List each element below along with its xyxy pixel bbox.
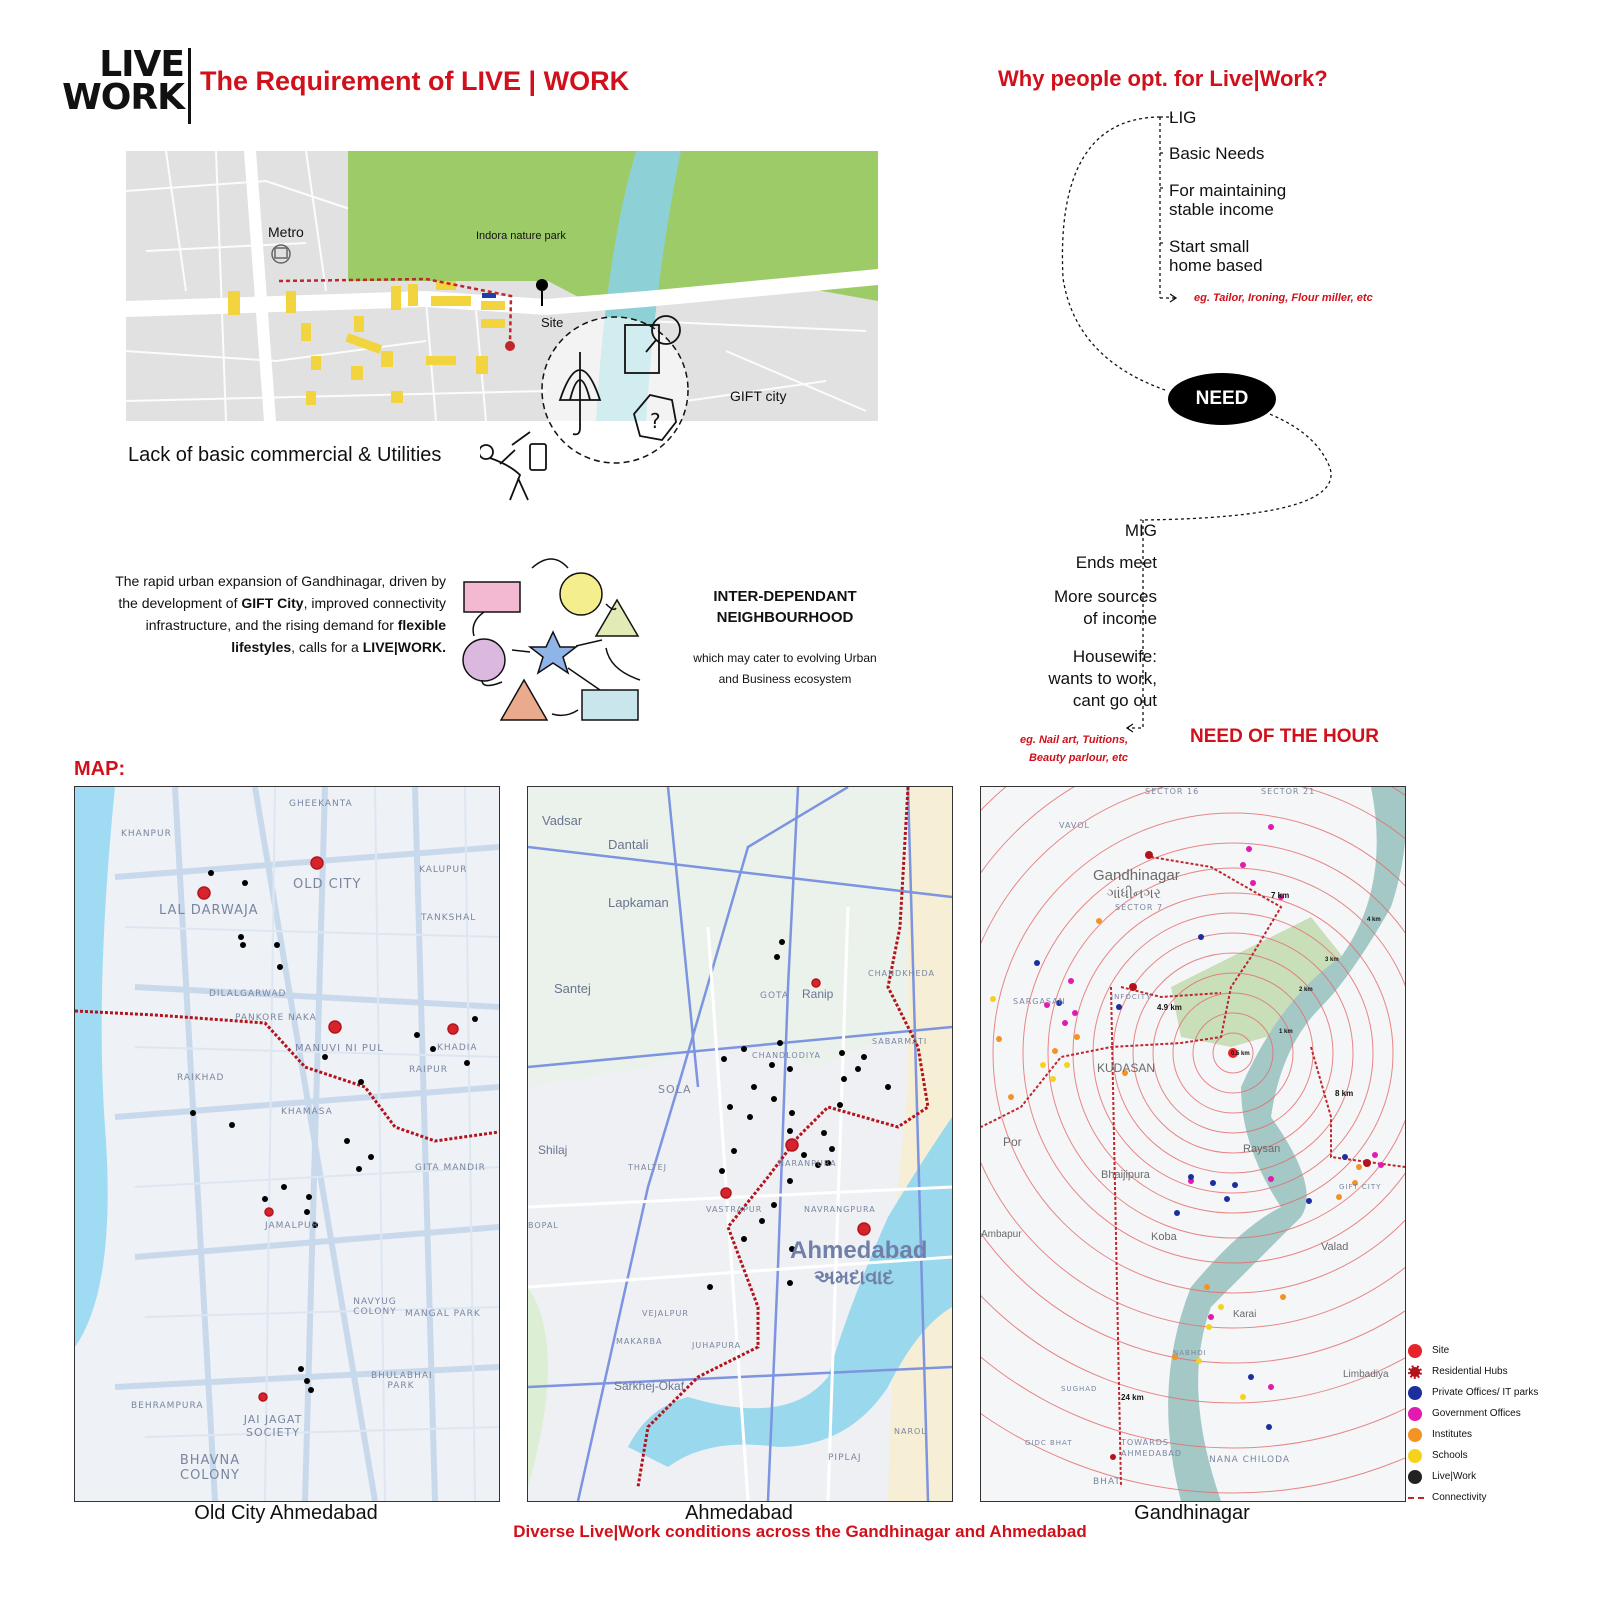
legend-residential — [1408, 1361, 1538, 1382]
gn-karai: Karai — [1233, 1309, 1257, 1320]
oc-jamalpur: JAMALPUR — [265, 1221, 319, 1231]
gn-infocity: INFOCITY — [1111, 993, 1152, 1001]
gn-koba: Koba — [1151, 1231, 1177, 1243]
oc-bhulabhai: BHULABHAI PARK — [371, 1371, 433, 1391]
why-sources-2: of income — [1083, 609, 1157, 628]
why-mig-note-2: Beauty parlour, etc — [1028, 752, 1128, 764]
oc-khamasa: KHAMASA — [281, 1107, 333, 1117]
gn-dist-8: 8 km — [1335, 1089, 1354, 1098]
oc-kalupur: KALUPUR — [419, 865, 468, 875]
para-bold-gift: GIFT City — [241, 595, 304, 611]
para-bold-flexible: flexible lifestyles — [231, 617, 446, 655]
legend-site-dot — [1408, 1344, 1422, 1358]
ad-ahmedabad: Ahmedabad — [790, 1237, 928, 1264]
oc-gita-mandir: GITA MANDIR — [415, 1163, 486, 1173]
gn-dist-3: 3 km — [1325, 957, 1339, 963]
ad-vastrapur: VASTRAPUR — [706, 1205, 763, 1214]
ad-santej: Santej — [554, 981, 591, 996]
old-city-map — [74, 786, 500, 1502]
para-text-1: The rapid urban expansion of Gandhinagar, driven by the development of — [115, 573, 446, 611]
gn-sector-16: SECTOR 16 — [1145, 787, 1200, 796]
legend-site-label: Site — [1432, 1345, 1450, 1356]
gandhinagar-map-graphic — [981, 787, 1405, 1501]
ad-ranip: Ranip — [802, 987, 834, 1001]
gn-sargasan: SARGASAN — [1013, 997, 1066, 1006]
metro-label: Metro — [268, 224, 304, 240]
why-housewife-2: wants to work, — [1048, 669, 1157, 688]
ad-navrangpura: NAVRANGPURA — [804, 1205, 876, 1214]
gn-sector-21: SECTOR 21 — [1261, 787, 1316, 796]
gn-dist-49: 4.9 km — [1157, 1003, 1182, 1012]
svg-text:?: ? — [650, 409, 661, 433]
maps-label: MAP: — [74, 758, 126, 780]
why-lig-note: eg. Tailor, Ironing, Flour miller, etc — [1194, 292, 1373, 304]
legend-connectivity-line — [1408, 1497, 1424, 1499]
gn-raysan: Raysan — [1243, 1143, 1281, 1155]
legend-livework-dot — [1408, 1470, 1422, 1484]
oc-dilalgarwad: DILALGARWAD — [209, 989, 287, 999]
gandhinagar-map — [980, 786, 1406, 1502]
ad-sola: SOLA — [658, 1083, 692, 1096]
legend-schools-dot — [1408, 1449, 1422, 1463]
logo-line-1: LIVE — [99, 44, 184, 85]
legend-residential-dot — [1408, 1365, 1422, 1379]
why-basic-needs: Basic Needs — [1169, 144, 1265, 163]
ad-vadsar: Vadsar — [542, 813, 583, 828]
oc-lal-darwaja: LAL DARWAJA — [159, 903, 259, 918]
gn-gandhinagar: Gandhinagar — [1093, 867, 1180, 884]
legend-connectivity — [1408, 1487, 1538, 1508]
page-title: The Requirement of LIVE | WORK — [200, 66, 630, 96]
interdep-title — [680, 586, 890, 628]
gn-gift-city: GIFT CITY — [1339, 1183, 1382, 1191]
legend-livework — [1408, 1466, 1538, 1487]
oc-jai-jagat: JAI JAGAT SOCIETY — [243, 1413, 303, 1439]
ad-chandkheda: CHANDKHEDA — [868, 969, 936, 978]
why-title: Why people opt. for Live|Work? — [998, 66, 1328, 91]
orange-triangle — [501, 680, 547, 720]
why-maintaining-2: stable income — [1169, 200, 1274, 219]
why-housewife-1: Housewife: — [1072, 647, 1157, 666]
gandhinagar-caption: Gandhinagar — [1134, 1502, 1250, 1524]
ad-chandlodiya: CHANDLODIYA — [752, 1051, 821, 1060]
blue-rectangle — [582, 690, 638, 720]
ad-ahmedabad-gujarati: અમદાવાદ — [814, 1267, 894, 1289]
ad-juhapura: JUHAPURA — [692, 1341, 742, 1350]
ad-sabarmati: SABARMATI — [872, 1037, 928, 1046]
gn-gidc-bhat: GIDC BHAT — [1025, 1439, 1073, 1447]
why-start-small-2: home based — [1169, 256, 1263, 275]
blue-star — [530, 632, 576, 673]
why-mig-note-1: eg. Nail art, Tuitions, — [1020, 734, 1128, 746]
interdep-title-2: NEIGHBOURHOOD — [716, 609, 854, 626]
oc-mangal-park: MANGAL PARK — [405, 1309, 481, 1319]
oc-tankshal: TANKSHAL — [421, 913, 477, 923]
gn-dist-4: 4 km — [1367, 917, 1381, 923]
ad-lapkaman: Lapkaman — [608, 895, 669, 910]
oc-gheekanta: GHEEKANTA — [289, 799, 353, 809]
interdep-sub-2: and Business ecosystem — [718, 672, 852, 686]
park-label: Indora nature park — [476, 230, 566, 242]
old-city-map-graphic — [75, 787, 499, 1501]
gn-limbadiya: Limbadiya — [1343, 1369, 1389, 1380]
footer-caption: Diverse Live|Work conditions across the Gandhinagar and Ahmedabad — [513, 1522, 1087, 1541]
gn-vavol: VAVOL — [1059, 821, 1091, 830]
legend-connectivity-label: Connectivity — [1432, 1492, 1487, 1503]
ad-makarba: MAKARBA — [616, 1337, 663, 1346]
gn-bhaijipura: Bhaijipura — [1101, 1169, 1150, 1181]
need-oval: NEED — [1168, 373, 1276, 425]
why-lig: LIG — [1169, 108, 1197, 127]
need-of-hour: NEED OF THE HOUR — [1190, 726, 1379, 747]
ahmedabad-map-graphic — [528, 787, 952, 1501]
gn-dist-7: 7 km — [1271, 891, 1290, 900]
ahmedabad-map — [527, 786, 953, 1502]
gn-ambapur: Ambapur — [981, 1229, 1022, 1240]
gn-sector-7: SECTOR 7 — [1115, 903, 1164, 912]
gn-bhat: BHAT — [1093, 1477, 1121, 1487]
legend-institutes-label: Institutes — [1432, 1429, 1473, 1440]
oc-bhavna-colony: BHAVNA COLONY — [179, 1453, 241, 1483]
why-start-small-1: Start small — [1169, 237, 1250, 256]
ad-vejalpur: VEJALPUR — [642, 1309, 689, 1318]
oc-manuvi-ni-pul: MANUVI NI PUL — [295, 1043, 384, 1054]
gn-dist-2: 2 km — [1299, 987, 1313, 993]
old-city-caption: Old City Ahmedabad — [194, 1502, 378, 1524]
ad-narol: NAROL — [894, 1427, 927, 1436]
gn-towards-ahmedabad: TOWARDS AHMEDABAD — [1121, 1438, 1183, 1458]
para-text-2: , improved connectivity infrastructure, and the rising demand for — [145, 595, 446, 633]
green-triangle — [596, 600, 638, 636]
gn-dist-24: 24 km — [1121, 1393, 1144, 1402]
legend-institutes-dot — [1408, 1428, 1422, 1442]
legend-private — [1408, 1382, 1538, 1403]
legend-government-label: Government Offices — [1432, 1408, 1521, 1419]
ad-dantali: Dantali — [608, 837, 649, 852]
gn-nabhoi: NABHOI — [1173, 1349, 1207, 1357]
why-ends-meet: Ends meet — [1075, 553, 1157, 572]
legend-schools — [1408, 1445, 1538, 1466]
ad-sarkhej: Sarkhej-Okaf — [614, 1379, 685, 1393]
gn-por: Por — [1003, 1135, 1022, 1149]
why-mig: MIG — [1124, 521, 1157, 540]
interdep-sub-1: which may cater to evolving Urban — [693, 651, 877, 665]
ad-thaltej: THALTEJ — [628, 1163, 668, 1172]
ad-shilaj: Shilaj — [538, 1143, 568, 1157]
ahmedabad-caption: Ahmedabad — [685, 1502, 793, 1524]
oc-khadia: KHADIA — [437, 1043, 478, 1053]
purple-circle — [463, 639, 505, 681]
pink-rectangle — [464, 582, 520, 612]
legend-institutes — [1408, 1424, 1538, 1445]
gn-sughad: SUGHAD — [1061, 1385, 1098, 1393]
gift-label: GIFT city — [730, 388, 787, 404]
lack-utilities-illustration — [480, 300, 710, 520]
para-text-3: , calls for a — [291, 639, 363, 655]
ad-gota: GOTA — [760, 991, 790, 1001]
intro-paragraph — [94, 570, 446, 658]
interdep-title-1: INTER-DEPENDANT — [713, 588, 857, 605]
person-carrying-icon — [480, 432, 546, 500]
gn-kudasan: KUDASAN — [1097, 1061, 1156, 1075]
para-bold-livework: LIVE|WORK. — [362, 639, 446, 655]
logo-divider — [188, 48, 191, 124]
gn-dist-1: 1 km — [1279, 1029, 1293, 1035]
yellow-circle — [560, 573, 602, 615]
gn-gandhinagar-gujarati: ગાંધીનગર — [1107, 885, 1161, 901]
interdependant-diagram — [460, 550, 650, 740]
legend-schools-label: Schools — [1432, 1450, 1468, 1461]
why-sources-1: More sources — [1054, 587, 1157, 606]
site-label: Site — [541, 315, 564, 330]
oc-navyug: NAVYUG COLONY — [353, 1297, 397, 1317]
ad-piplaj: PIPLAJ — [828, 1453, 862, 1463]
legend-private-dot — [1408, 1386, 1422, 1400]
oc-raipur: RAIPUR — [409, 1065, 448, 1075]
oc-raikhad: RAIKHAD — [177, 1073, 225, 1083]
livework-logo — [48, 44, 196, 124]
why-maintaining-1: For maintaining — [1169, 181, 1287, 200]
gn-dist-05: 0.5 km — [1231, 1051, 1250, 1057]
logo-line-2: WORK — [62, 77, 184, 118]
oc-pankore-naka: PANKORE NAKA — [235, 1013, 317, 1023]
map-legend — [1408, 1340, 1538, 1508]
ad-bopal: BOPAL — [528, 1221, 559, 1230]
legend-residential-label: Residential Hubs — [1432, 1366, 1508, 1377]
legend-government-dot — [1408, 1407, 1422, 1421]
oc-khanpur: KHANPUR — [121, 829, 172, 839]
logo-text — [48, 44, 184, 118]
lack-text: Lack of basic commercial & Utilities — [128, 444, 442, 466]
gn-nana-chiloda: NANA CHILODA — [1209, 1455, 1291, 1465]
ad-naranpura: NARANPURA — [778, 1159, 837, 1168]
legend-private-label: Private Offices/ IT parks — [1432, 1387, 1539, 1398]
legend-government — [1408, 1403, 1538, 1424]
legend-livework-label: Live|Work — [1432, 1471, 1477, 1482]
gn-valad: Valad — [1321, 1241, 1349, 1253]
oc-old-city: OLD CITY — [293, 877, 362, 892]
legend-site — [1408, 1340, 1538, 1361]
oc-behrampura: BEHRAMPURA — [131, 1401, 204, 1411]
why-housewife-3: cant go out — [1072, 691, 1157, 710]
interdep-subtitle — [676, 648, 894, 690]
